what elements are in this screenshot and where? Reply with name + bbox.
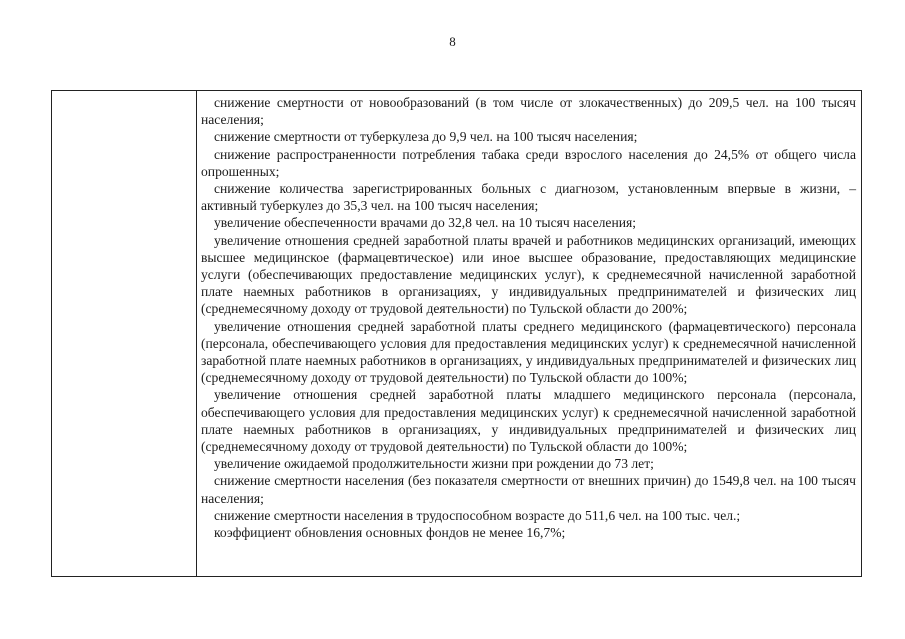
table-left-column <box>52 91 197 576</box>
paragraph: увеличение отношения средней заработной платы младшего медицинского персонала (персонала, обеспечивающего условия для предоставления медицинских услуг) к среднемесячной начисленной заработной плате наемных работников в организациях, у индивидуальных предпринимателей и физических лиц (среднемесячному доходу от трудовой деятельности) по Тульской области до 100%; <box>201 387 856 455</box>
paragraph: увеличение отношения средней заработной платы среднего медицинского (фармацевтического) персонала (персонала, обеспечивающего условия для предоставления медицинских услуг) к среднемесячной начисленной заработной плате наемных работников в организациях, у индивидуальных предпринимателей и физических лиц (среднемесячному доходу от трудовой деятельности) по Тульской области до 100%; <box>201 318 856 386</box>
paragraph: снижение количества зарегистрированных больных с диагнозом, установленным впервые в жизни, – активный туберкулез до 35,3 чел. на 100 тысяч населения; <box>201 181 856 214</box>
page-number: 8 <box>449 34 456 49</box>
paragraph: снижение смертности от туберкулеза до 9,9 чел. на 100 тысяч населения; <box>214 129 638 145</box>
paragraph: увеличение обеспеченности врачами до 32,8 чел. на 10 тысяч населения; <box>214 215 637 231</box>
paragraph: коэффициент обновления основных фондов не менее 16,7%; <box>214 525 566 541</box>
paragraph: снижение смертности от новообразований (в том числе от злокачественных) до 209,5 чел. на 100 тысяч населения; <box>201 95 856 128</box>
paragraph: снижение смертности населения в трудоспособном возрасте до 511,6 чел. на 100 тыс. чел.; <box>214 507 741 523</box>
paragraph: увеличение ожидаемой продолжительности жизни при рождении до 73 лет; <box>214 456 654 472</box>
paragraph: снижение смертности населения (без показателя смертности от внешних причин) до 1549,8 чел. на 100 тысяч населения; <box>201 473 856 506</box>
paragraph: снижение распространенности потребления табака среди взрослого населения до 24,5% от общего числа опрошенных; <box>201 146 856 179</box>
table-right-column <box>201 94 856 541</box>
paragraph: увеличение отношения средней заработной платы врачей и работников медицинских организаций, имеющих высшее медицинское (фармацевтическое) или иное высшее образование, предоставляющих медицинские услуги (обеспечивающих предоставление медицинских услуг), к среднемесячной начисленной заработной плате наемных работников в организациях, у индивидуальных предпринимателей и физических лиц (среднемесячному доходу от трудовой деятельности) по Тульской области до 200%; <box>201 232 856 317</box>
document-table <box>51 90 862 577</box>
